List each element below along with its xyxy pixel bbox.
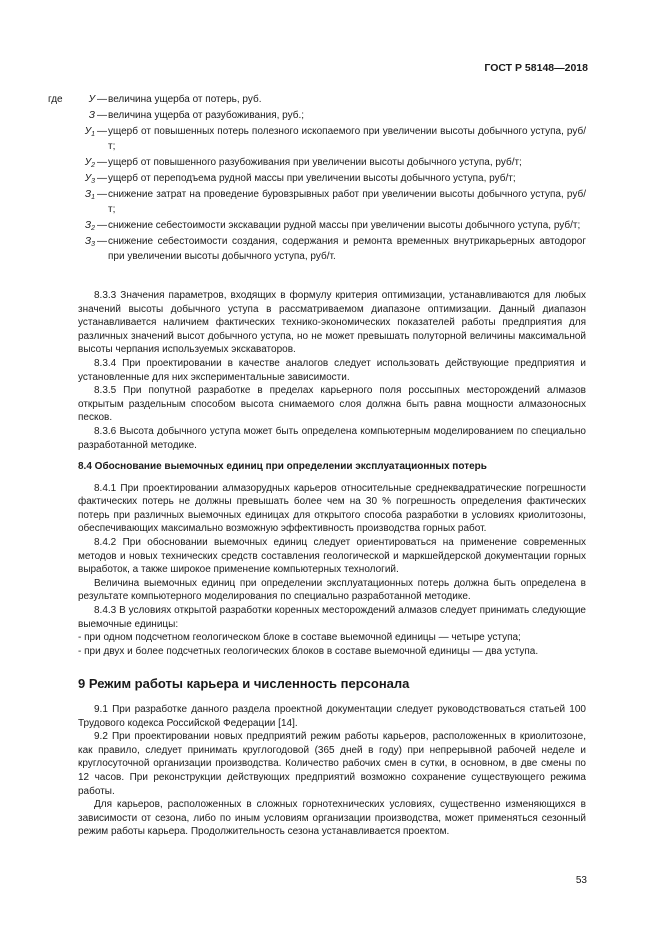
legend-text: величина ущерба от потерь, руб. bbox=[108, 94, 262, 105]
legend-dash: — bbox=[97, 126, 107, 137]
section-8-3-block bbox=[78, 289, 586, 452]
legend-text: ущерб от переподъема рудной массы при увеличении высоты добычного уступа, руб/т; bbox=[108, 173, 516, 184]
legend-row bbox=[78, 234, 586, 264]
paragraph-9-1: 9.1 При разработке данного раздела проектной документации следует руководствоваться статьей 100 Трудового кодекса Российской Федерации [14]. bbox=[78, 704, 586, 729]
paragraph-8-3-3: 8.3.3 Значения параметров, входящих в формулу критерия оптимизации, устанавливаются для любых значений высоты добычного уступа в рассматриваемом диапазоне оптимизации. Данный диапазон устанавливается наличием фактических технико-экономических показателей работы предприятия для различных значений высот добычного уступа, но не может превышать полуторной величины максимальной высоты черпания используемых экскаваторов. bbox=[78, 290, 586, 356]
paragraph-8-4-3: 8.4.3 В условиях открытой разработки коренных месторождений алмазов следует принимать следующие выемочные единицы: bbox=[78, 604, 586, 630]
legend-symbol: $У_1$ bbox=[84, 126, 95, 138]
legend-row bbox=[78, 155, 586, 170]
legend-row bbox=[78, 124, 586, 154]
legend-symbol: $З_1$ bbox=[84, 189, 95, 201]
legend-text: снижение себестоимости создания, содержания и ремонта временных внутрикарьерных автодорог при увеличении высоты добычного уступа, руб/т. bbox=[108, 236, 586, 262]
legend-row bbox=[78, 218, 586, 233]
legend-text: ущерб от повышенных потерь полезного ископаемого при увеличении высоты добычного уступа, руб/т; bbox=[108, 126, 586, 152]
paragraph-9-3: Для карьеров, расположенных в сложных горнотехнических условиях, существенно изменяющихся в зависимости от сезона, либо по иным условиям организации производства, может применяться сезонный режим работы карьера. Продолжительность сезона устанавливается проектом. bbox=[78, 799, 586, 838]
paragraph-8-3-6: 8.3.6 Высота добычного уступа может быть определена компьютерным моделированием по специально разработанной методике. bbox=[78, 425, 586, 451]
legend-dash: — bbox=[97, 157, 107, 168]
legend-dash: — bbox=[97, 236, 107, 247]
legend-text: ущерб от повышенного разубоживания при увеличении высоты добычного уступа, руб/т; bbox=[108, 157, 522, 168]
paragraph-unit-value: Величина выемочных единиц при определении эксплуатационных потерь должна быть определена в результате компьютерного моделирования по специально разработанной методике. bbox=[78, 577, 586, 603]
legend-row bbox=[48, 92, 586, 107]
section-8-4-heading: 8.4 Обоснование выемочных единиц при определении эксплуатационных потерь bbox=[78, 461, 487, 472]
paragraph-8-3-4: 8.3.4 При проектировании в качестве аналогов следует использовать действующие предприятия и установленные для них экспериментальные зависимости. bbox=[78, 357, 586, 383]
paragraph-8-4-1: 8.4.1 При проектировании алмазорудных карьеров относительные среднеквадратические погрешности фактических потерь не должны превышать более чем на 30 % погрешность определения фактических потерь при различных выемочных единицах для открытого способа разработки в условиях криолитозоны, обеспечивающих максимально возможную эффективность производства горных работ. bbox=[78, 482, 586, 535]
legend-dash: — bbox=[97, 94, 107, 105]
legend-where-label: где bbox=[48, 94, 63, 105]
paragraph-8-3-5: 8.3.5 При попутной разработке в пределах карьерного поля россыпных месторождений алмазов открытым раздельным способом высота снимаемого слоя должна быть равна мощности алмазоносных песков. bbox=[78, 385, 586, 424]
legend-text: снижение затрат на проведение буровзрывных работ при увеличении высоты добычного уступа, руб/т; bbox=[108, 189, 586, 215]
legend-symbol: У bbox=[88, 94, 95, 105]
legend-symbol: З bbox=[88, 110, 95, 121]
document-code-header: ГОСТ Р 58148—2018 bbox=[484, 62, 588, 74]
legend-row bbox=[78, 171, 586, 186]
legend-symbol: $У_3$ bbox=[84, 173, 95, 185]
section-9-heading: 9 Режим работы карьера и численность персонала bbox=[78, 676, 410, 691]
legend-dash: — bbox=[97, 220, 107, 231]
legend-row bbox=[78, 108, 586, 123]
legend-row bbox=[78, 187, 586, 217]
legend-dash: — bbox=[97, 173, 107, 184]
section-9-block bbox=[78, 703, 586, 839]
page-number: 53 bbox=[575, 875, 587, 886]
legend-symbol: $У_2$ bbox=[84, 157, 95, 169]
legend-symbol: $З_2$ bbox=[84, 220, 95, 232]
legend-text: снижение себестоимости экскавации рудной массы при увеличении высоты добычного уступа, руб/т; bbox=[108, 220, 581, 231]
paragraph-8-4-2: 8.4.2 При обосновании выемочных единиц следует ориентироваться на применение современных методов и новых технических средств составления геологической и маркшейдерской документации горных выработок, а также широкое применение компьютерных технологий. bbox=[78, 536, 586, 576]
paragraph-9-2: 9.2 При проектировании новых предприятий режим работы карьеров, расположенных в криолитозоне, как правило, следует принимать круглогодовой (365 дней в году) при непрерывной рабочей неделе и круглосуточной организации производства. Количество рабочих смен в сутки, в основном, в две смены по 12 часов. При реконструкции действующих предприятий возможно сохранение существующего режима работы. bbox=[78, 731, 586, 797]
section-8-4-block bbox=[78, 460, 586, 658]
list-item: - при двух и более подсчетных геологических блоков в составе выемочной единицы — два уступа. bbox=[78, 645, 539, 657]
legend-dash: — bbox=[97, 110, 107, 121]
list-item: - при одном подсчетном геологическом блоке в составе выемочной единицы — четыре уступа; bbox=[78, 632, 521, 644]
legend-symbol: $З_3$ bbox=[84, 236, 95, 248]
formula-legend bbox=[48, 92, 586, 265]
legend-dash: — bbox=[97, 189, 107, 200]
legend-text: величина ущерба от разубоживания, руб.; bbox=[108, 110, 305, 121]
